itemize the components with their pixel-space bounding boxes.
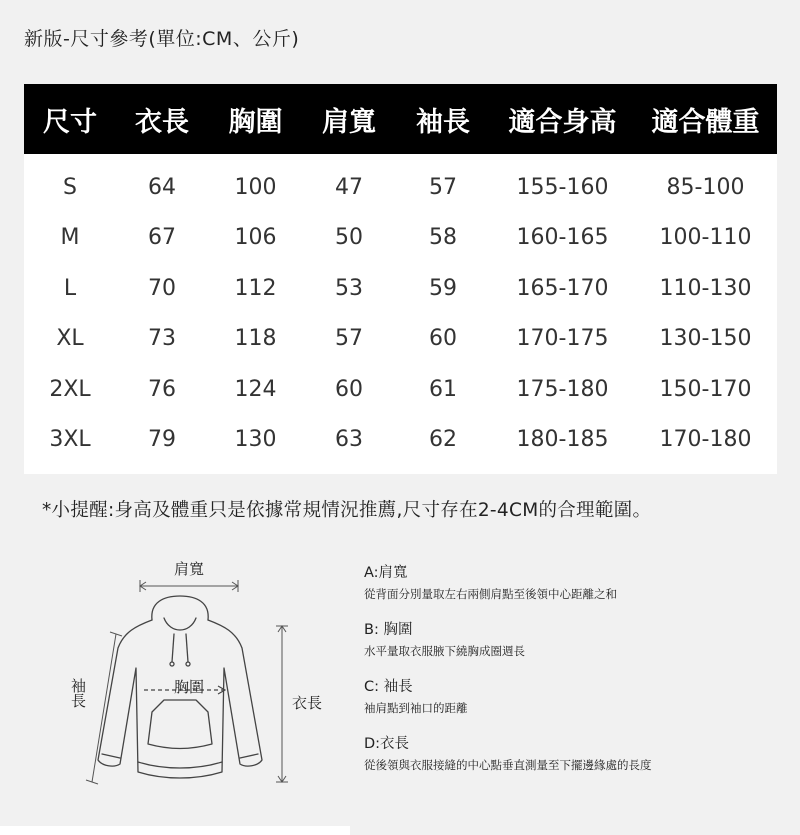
size-note: *小提醒:身高及體重只是依據常規情況推薦,尺寸存在2-4CM的合理範圍。 (42, 500, 652, 521)
definition-desc: 從後領與衣服接縫的中心點垂直測量至下擺邊緣處的長度 (364, 758, 652, 772)
definition-title: A:肩寬 (364, 565, 408, 581)
table-cell: 62 (429, 427, 457, 453)
definition-desc: 從背面分別量取左右兩側肩點至後領中心距離之和 (364, 587, 617, 601)
table-cell: 63 (335, 427, 363, 453)
definition-item (364, 620, 784, 660)
table-cell: 58 (429, 225, 457, 251)
table-cell: 53 (335, 275, 363, 301)
table-row (24, 415, 777, 466)
header-weight: 適合體重 (651, 106, 760, 138)
table-cell: 60 (335, 376, 363, 402)
table-cell: 112 (234, 275, 277, 301)
table-body (24, 154, 777, 465)
header-sleeve: 袖長 (416, 106, 470, 138)
table-row (24, 263, 777, 314)
table-cell: 170-175 (516, 326, 609, 352)
table-cell: S (63, 174, 77, 200)
table-cell: 100-110 (659, 225, 752, 251)
table-cell: 76 (148, 376, 176, 402)
table-cell: 165-170 (516, 275, 609, 301)
table-cell: 70 (148, 275, 176, 301)
chest-label: 胸圍 (174, 678, 205, 696)
table-cell: 130 (234, 427, 277, 453)
length-label: 衣長 (292, 694, 323, 712)
table-cell: 64 (148, 174, 176, 200)
table-cell: 106 (234, 225, 277, 251)
header-shoulder: 肩寬 (322, 106, 376, 138)
table-cell: 57 (335, 326, 363, 352)
sleeve-label: 袖長 (69, 678, 87, 708)
table-cell: 60 (429, 326, 457, 352)
table-cell: 57 (429, 174, 457, 200)
table-header (24, 84, 777, 154)
definition-item (364, 563, 784, 603)
table-cell: 170-180 (659, 427, 752, 453)
table-cell: L (63, 275, 77, 301)
table-row (24, 213, 777, 264)
table-row (24, 162, 777, 213)
definition-title: D:衣長 (364, 736, 410, 752)
definition-desc: 水平量取衣服腋下繞胸成圈週長 (364, 644, 525, 658)
definition-title: C: 袖長 (364, 679, 413, 695)
table-cell: 100 (234, 174, 277, 200)
header-height: 適合身高 (508, 106, 617, 138)
definition-item (364, 677, 784, 717)
table-cell: 3XL (49, 427, 91, 453)
shoulder-label: 肩寬 (174, 560, 205, 578)
table-cell: 110-130 (659, 275, 752, 301)
definition-title: B: 胸圍 (364, 622, 413, 638)
table-cell: 130-150 (659, 326, 752, 352)
table-cell: XL (56, 326, 84, 352)
table-cell: M (60, 225, 80, 251)
table-cell: 59 (429, 275, 457, 301)
hoodie-diagram (40, 550, 360, 810)
definition-item (364, 734, 784, 774)
table-row (24, 314, 777, 365)
table-cell: 61 (429, 376, 457, 402)
measurement-definitions (364, 563, 784, 791)
size-table (24, 84, 777, 474)
table-cell: 2XL (49, 376, 91, 402)
table-cell: 160-165 (516, 225, 609, 251)
page-title: 新版-尺寸參考(單位:CM、公斤) (24, 28, 300, 50)
table-cell: 73 (148, 326, 176, 352)
definition-desc: 袖肩點到袖口的距離 (364, 701, 468, 715)
table-cell: 155-160 (516, 174, 609, 200)
table-cell: 50 (335, 225, 363, 251)
header-length: 衣長 (135, 106, 189, 138)
table-cell: 67 (148, 225, 176, 251)
header-chest: 胸圍 (228, 106, 283, 138)
table-cell: 47 (335, 174, 363, 200)
table-cell: 180-185 (516, 427, 609, 453)
table-cell: 79 (148, 427, 176, 453)
table-cell: 175-180 (516, 376, 609, 402)
table-cell: 118 (234, 326, 277, 352)
table-row (24, 364, 777, 415)
table-cell: 85-100 (666, 174, 745, 200)
bottom-strip (0, 826, 350, 835)
table-cell: 150-170 (659, 376, 752, 402)
header-size: 尺寸 (43, 106, 97, 138)
table-cell: 124 (234, 376, 277, 402)
